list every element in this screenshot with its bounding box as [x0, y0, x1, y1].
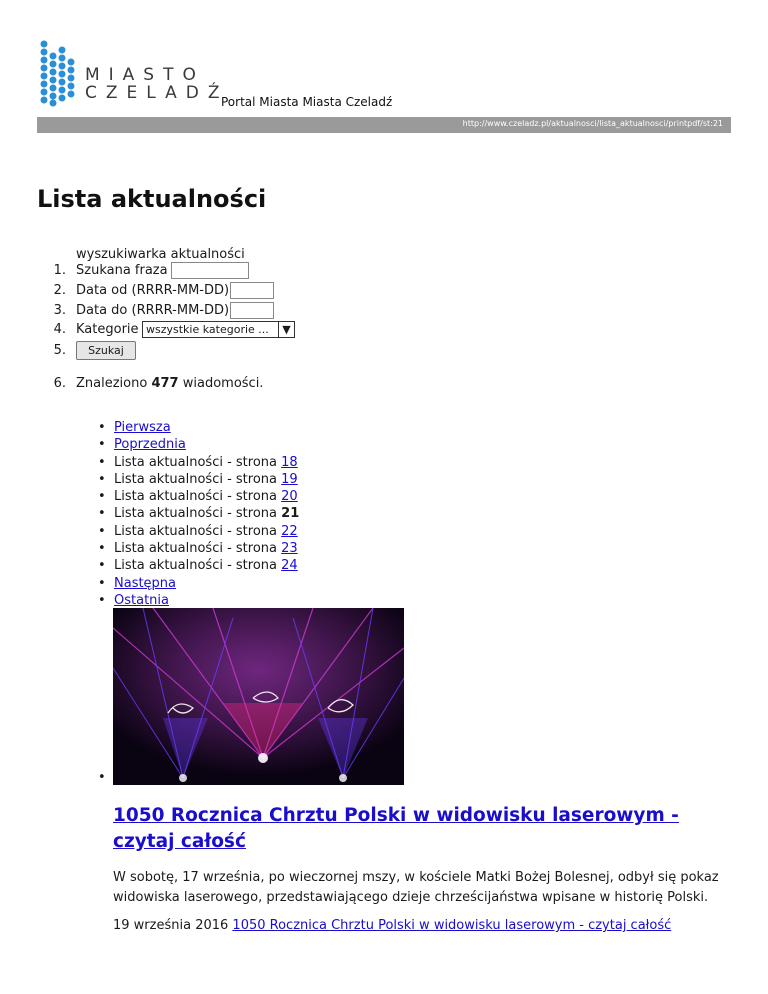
logo-wordmark — [85, 66, 228, 102]
page-prefix: Lista aktualności - strona — [114, 489, 278, 505]
category-label: Kategorie — [76, 322, 139, 337]
date-to-label: Data do (RRRR-MM-DD) — [76, 303, 230, 318]
last-page-link[interactable]: Ostatnia — [114, 592, 169, 608]
logo-line-1: MIASTO — [85, 65, 205, 85]
news-read-more-link[interactable]: 1050 Rocznica Chrztu Polski w widowisku laserowym - czytaj całość — [232, 918, 672, 933]
news-title-link[interactable]: 1050 Rocznica Chrztu Polski w widowisku laserowym - czytaj całość — [113, 805, 679, 852]
page-title: Lista aktualności — [37, 185, 267, 213]
pagination-page — [98, 471, 299, 488]
page-prefix: Lista aktualności - strona — [114, 471, 278, 487]
first-page-link[interactable]: Pierwsza — [114, 420, 171, 435]
dropdown-arrow-icon[interactable]: ▼ — [278, 322, 294, 337]
page-link[interactable]: 23 — [281, 541, 298, 557]
portal-title: Portal Miasta Miasta Czeladź — [221, 95, 393, 109]
date-from-input[interactable] — [230, 282, 274, 299]
phrase-label: Szukana fraza — [76, 263, 168, 278]
pagination-page — [98, 488, 299, 505]
prev-page-link[interactable]: Poprzednia — [114, 437, 186, 453]
pagination-current — [98, 505, 299, 522]
page-prefix: Lista aktualności - strona — [114, 523, 278, 539]
search-phrase-input[interactable] — [171, 262, 249, 279]
news-photo[interactable] — [113, 608, 404, 785]
page-link[interactable]: 18 — [281, 454, 298, 470]
page-link[interactable]: 19 — [281, 471, 298, 487]
pagination-last — [98, 592, 299, 609]
next-page-link[interactable]: Następna — [114, 575, 177, 591]
page-link[interactable]: 24 — [281, 558, 298, 574]
results-count: 477 — [151, 376, 179, 391]
list-number: 4. — [53, 322, 66, 337]
list-number: 6. — [53, 376, 66, 391]
page-prefix: Lista aktualności - strona — [114, 541, 278, 557]
news-title — [113, 803, 713, 855]
list-number: 5. — [53, 343, 66, 358]
pagination-page — [98, 540, 299, 557]
pagination-page — [98, 523, 299, 540]
url-bar — [37, 117, 731, 133]
results-prefix: Znaleziono — [76, 376, 148, 391]
page-prefix: Lista aktualności - strona — [114, 506, 278, 522]
page-prefix: Lista aktualności - strona — [114, 558, 278, 574]
list-number: 1. — [53, 263, 66, 278]
pagination-page — [98, 454, 299, 471]
pagination — [98, 419, 299, 609]
results-suffix: wiadomości. — [182, 376, 264, 391]
pagination-next — [98, 575, 299, 592]
category-selected-value: wszystkie kategorie ... — [146, 323, 269, 336]
category-select[interactable] — [142, 321, 295, 338]
news-meta — [113, 918, 671, 933]
logo-line-2: CZELADŹ — [85, 83, 229, 103]
pagination-page — [98, 557, 299, 574]
page-link[interactable]: 22 — [281, 523, 298, 539]
page-link[interactable]: 20 — [281, 489, 298, 505]
page-prefix: Lista aktualności - strona — [114, 454, 278, 470]
page-url: http://www.czeladz.pl/aktualnosci/lista_aktualnosci/printpdf/st:21 — [462, 119, 723, 128]
date-to-input[interactable] — [230, 302, 274, 319]
search-button[interactable]: Szukaj — [76, 341, 136, 360]
pagination-prev — [98, 436, 299, 453]
current-page: 21 — [281, 506, 300, 522]
list-bullet: • — [98, 770, 106, 785]
search-form-caption: wyszukiwarka aktualności — [76, 247, 245, 262]
news-lead: W sobotę, 17 września, po wieczornej mszy, w kościele Matki Bożej Bolesnej, odbył się pokaz widowiska laserowego, przedstawiającego dzieje chrześcijaństwa wpisane w historię Polski. — [113, 870, 719, 905]
date-from-label: Data od (RRRR-MM-DD) — [76, 283, 230, 298]
news-date: 19 września 2016 — [113, 918, 229, 933]
results-text — [76, 375, 263, 393]
list-number: 3. — [53, 303, 66, 318]
list-number: 2. — [53, 283, 66, 298]
pagination-first — [98, 419, 299, 436]
